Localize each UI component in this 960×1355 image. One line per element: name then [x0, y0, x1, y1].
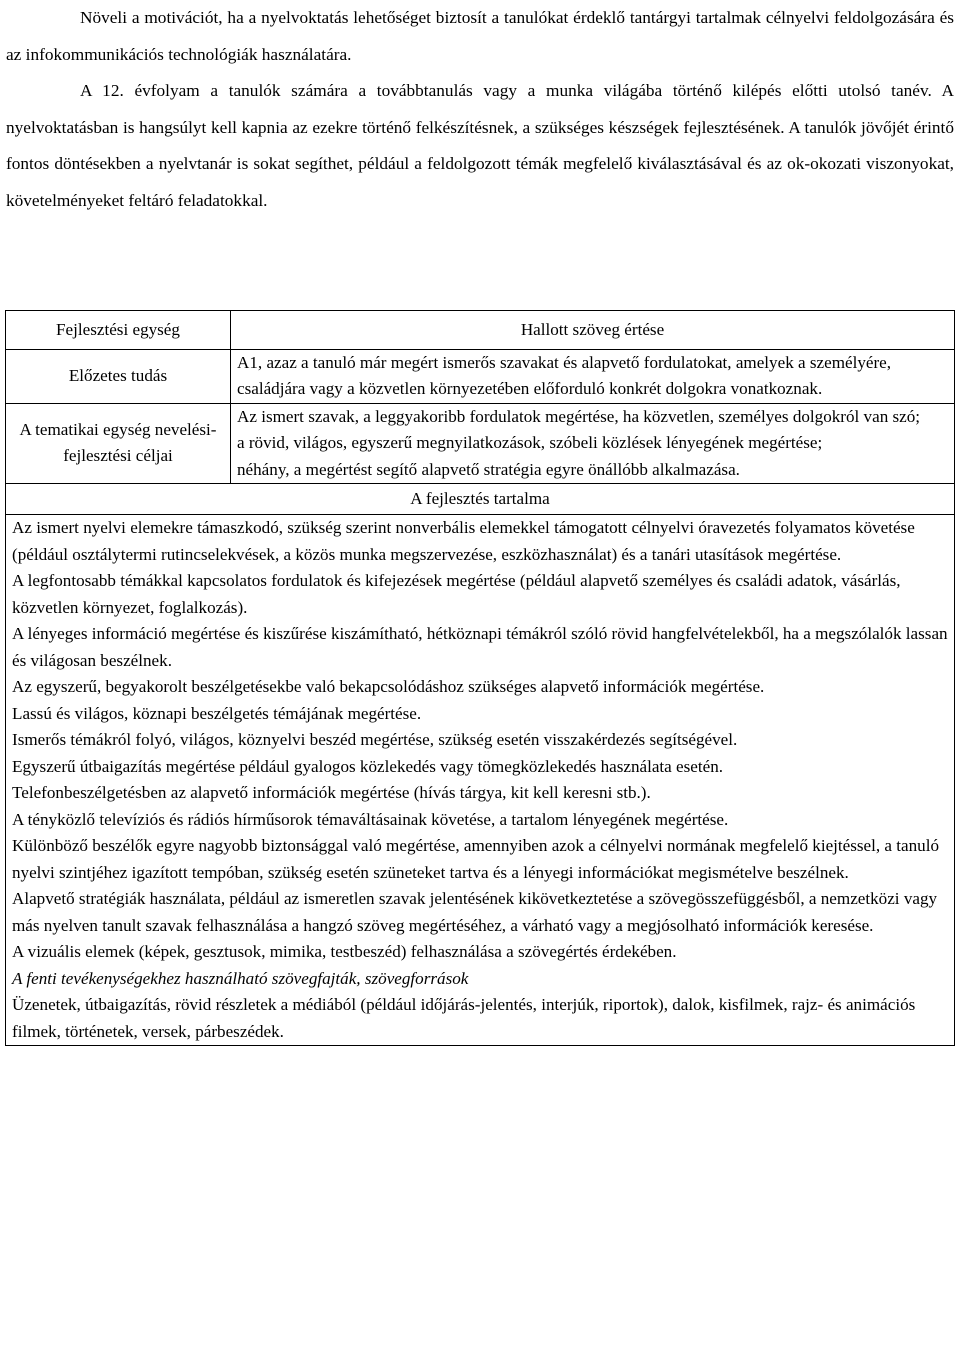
content-item: Különböző beszélők egyre nagyobb biztonsággal való megértése, amennyiben azok a célnyelvi normának megfelelő kiejtéssel, a tanuló nyelvi szintjéhez igazított tempóban, szükség esetén szüneteket tartva és a lényegi információkat megismételve beszélnek.	[12, 836, 940, 882]
content-item: A lényeges információ megértése és kiszűrése kiszámítható, hétköznapi témákról szóló rövid hangfelvételekből, ha a megszólalók lassan és világosan beszélnek.	[12, 624, 948, 670]
content-item: Egyszerű útbaigazítás megértése például gyalogos közlekedés vagy tömegközlekedés használata esetén.	[12, 756, 724, 776]
goal-line: Az ismert szavak, a leggyakoribb fordulatok megértése, ha közvetlen, személyes dolgokról van szó;	[237, 406, 921, 426]
content-body-row	[6, 515, 955, 1046]
content-item: Az egyszerű, begyakorolt beszélgetésekbe való bekapcsolódáshoz szükséges alapvető információk megértése.	[12, 677, 765, 697]
unit-label: Fejlesztési egység	[6, 311, 231, 350]
content-item: Az ismert nyelvi elemekre támaszkodó, szükség szerint nonverbális elemekkel támogatott célnyelvi óravezetés folyamatos követése (például osztálytermi rutincselekvések, a közös munka megszervezése, eszközhasználat) és a tanári utasítások megértése.	[12, 518, 915, 564]
content-title-row	[6, 484, 955, 515]
prior-knowledge-label: Előzetes tudás	[6, 350, 231, 404]
intro-paragraph: Növeli a motivációt, ha a nyelvoktatás lehetőséget biztosít a tanulókat érdeklő tantárgyi tartalmak célnyelvi feldolgozására és az infokommunikációs technológiák használatára.	[6, 8, 954, 64]
development-unit-table	[5, 310, 955, 1046]
content-item: Alapvető stratégiák használata, például az ismeretlen szavak jelentésének kikövetkeztetése a szövegösszefüggésből, a nemzetközi vagy más nyelven tanult szavak felhasználása a hangzó szöveg megértéséhez, a várható vagy a megjósolható információk keresése.	[12, 889, 938, 935]
prior-knowledge-row	[6, 350, 955, 404]
content-title: A fejlesztés tartalma	[6, 484, 955, 515]
goals-label: A tematikai egység nevelési-fejlesztési céljai	[6, 403, 231, 483]
intro-paragraph: A 12. évfolyam a tanulók számára a továbbtanulás vagy a munka világába történő kilépés előtti utolsó tanév. A nyelvoktatásban is hangsúlyt kell kapnia az ezekre történő felkészítésnek, a szükséges készségek fejlesztésének. A tanulók jövőjét érintő fontos döntésekben a nyelvtanár is sokat segíthet, például a feldolgozott témák megfelelő kiválasztásával és az ok-okozati viszonyokat, követelményeket feltáró feladatokkal.	[6, 81, 954, 210]
prior-knowledge-text: A1, azaz a tanuló már megért ismerős szavakat és alapvető fordulatokat, amelyek a személyére, családjára vagy a közvetlen környezetében előforduló konkrét dolgokra vonatkoznak.	[231, 350, 955, 404]
intro-text	[6, 0, 954, 220]
goals-text	[231, 403, 955, 483]
content-item: A legfontosabb témákkal kapcsolatos fordulatok és kifejezések megértése (például alapvető személyes és családi adatok, vásárlás, közvetlen környezet, foglalkozás).	[12, 571, 901, 617]
content-item: Ismerős témákról folyó, világos, köznyelvi beszéd megértése, szükség esetén visszakérdezés segítségével.	[12, 730, 738, 750]
content-item: A tényközlő televíziós és rádiós hírműsorok témaváltásainak követése, a tartalom lényegének megértése.	[12, 809, 729, 829]
content-item: A vizuális elemek (képek, gesztusok, mimika, testbeszéd) felhasználása a szövegértés érdekében.	[12, 942, 677, 962]
text-types-heading: A fenti tevékenységekhez használható szövegfajták, szövegforrások	[12, 968, 469, 988]
text-types: Üzenetek, útbaigazítás, rövid részletek a médiából (például időjárás-jelentés, interjúk, riportok), dalok, kisfilmek, rajz- és animációs filmek, történetek, versek, párbeszédek.	[12, 995, 916, 1041]
content-item: Telefonbeszélgetésben az alapvető információk megértése (hívás tárgya, kit kell keresni stb.).	[12, 783, 651, 803]
goal-line: a rövid, világos, egyszerű megnyilatkozások, szóbeli közlések lényegének megértése;	[237, 433, 823, 453]
content-item: Lassú és világos, köznapi beszélgetés témájának megértése.	[12, 703, 422, 723]
unit-value: Hallott szöveg értése	[231, 311, 955, 350]
goals-row	[6, 403, 955, 483]
goal-line: néhány, a megértést segítő alapvető stratégia egyre önállóbb alkalmazása.	[237, 459, 740, 479]
unit-row	[6, 311, 955, 350]
content-body	[6, 515, 955, 1046]
